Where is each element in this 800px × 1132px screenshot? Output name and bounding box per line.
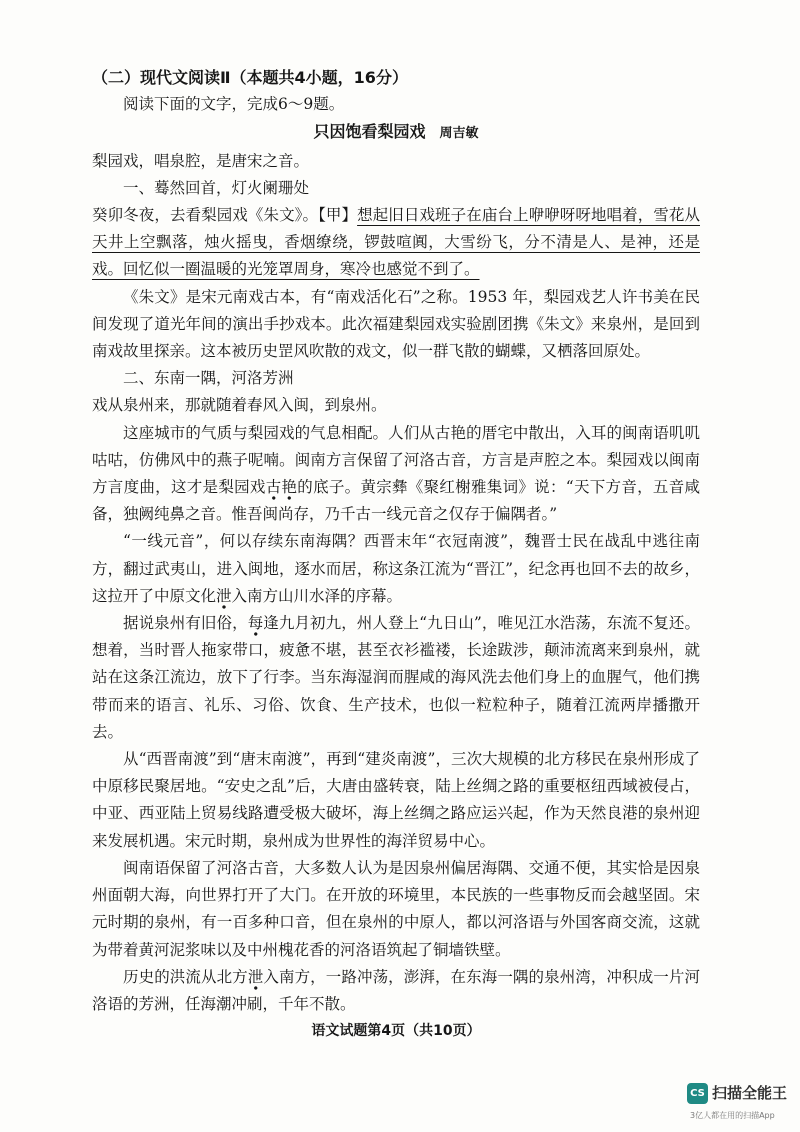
article-author: 周吉敏 (439, 126, 479, 142)
paragraph: 《朱文》是宋元南戏古本，有“南戏活化石”之称。1953 年，梨园戏艺人许书美在民间发现了道光年间的演出手抄戏本。此次福建梨园戏实验剧团携《朱文》来泉州，是回到南戏故里探亲。这本被历史罡风吹散的戏文，似一群飞散的蝴蝶，又栖落回原处。 (92, 287, 700, 361)
emphasized-word: 泄 (216, 587, 232, 610)
paragraph (92, 964, 700, 1018)
paragraph-text: 历史的洪流从北方 (123, 967, 248, 986)
section-title: （二）现代文阅读Ⅱ（本题共4小题，16分） (92, 68, 408, 87)
emphasized-word: 泄 (248, 968, 264, 991)
emphasized-word: 古艳 (266, 478, 298, 501)
paragraph-jia (92, 202, 700, 284)
section-heading-1: 一、蓦然回首，灯火阑珊处 (123, 178, 310, 197)
underlined-passage: 想起旧日戏班子在庙台上咿咿呀呀地唱着，雪花从天井上空飘落，烛火摇曳，香烟缭绕，锣鼓喧阗，大雪纷飞，分不清是人、是神，还是戏。回忆似一圈温暖的光笼罩周身，寒冷也感觉不到了。 (92, 206, 700, 279)
article-title: 只因饱看梨园戏 (313, 122, 426, 142)
paragraph-text: 逢九月初九，州人登上“九日山”，唯见江水浩荡，东流不复还。想着，当时晋人拖家带口，疲惫不堪，甚至衣衫褴褛，长途跋涉，颠沛流离来到泉州，就站在这条江流边，放下了行李。当东海湿润而腥咸的海风洗去他们身上的血腥气，他们携带而来的语言、礼乐、习俗、饮食、生产技术，也似一粒粒种子，随着江流两岸播撒开去。 (92, 614, 700, 741)
paragraph (92, 420, 700, 529)
exam-page (92, 64, 700, 1045)
camscanner-logo-icon (687, 1083, 708, 1104)
paragraph-text: 入南方山川水泽的序幕。 (231, 586, 403, 605)
paragraph-text: 入南方，一路冲荡，澎湃，在东海一隅的泉州湾，冲积成一片河洛语的芳洲，任海潮冲刷，千年不散。 (92, 967, 700, 1013)
section-heading-2: 二、东南一隅，河洛芳洲 (123, 369, 294, 388)
paragraph-text: 的底子。黄宗彝《聚红榭雅集词》说：“天下方音，五音咸备，独阙纯鼻之音。惟吾闽尚存，乃千古一线元音之仅存于偏隅者。” (92, 478, 700, 524)
paragraph-text: 据说泉州有旧俗， (123, 614, 248, 633)
paragraph (92, 610, 700, 746)
paragraph-lead: 癸卯冬夜，去看梨园戏《朱文》。【甲】 (92, 206, 358, 225)
logo-text: CS (690, 1088, 705, 1099)
paragraph-text: 这座城市的气质与梨园戏的气息相配。人们从古艳的厝宅中散出，入耳的闽南语叽叽咕咕，仿佛风中的燕子呢喃。闽南方言保留了河洛古音，方言是声腔之本。梨园戏以闽南方言度曲，这才是梨园戏 (92, 423, 700, 497)
paragraph: 闽南语保留了河洛古音，大多数人认为是因泉州偏居海隅、交通不便，其实恰是因泉州面朝大海，向世界打开了大门。在开放的环境里，本民族的一些事物反而会越坚固。宋元时期的泉州，有一百多种口音，但在泉州的中原人，都以河洛语与外国客商交流，这就为带着黄河泥浆味以及中州槐花香的河洛语筑起了铜墙铁壁。 (92, 858, 700, 959)
article-intro: 梨园戏，唱泉腔，是唐宋之音。 (92, 151, 310, 170)
watermark-tagline: 3亿人都在用的扫描App (690, 1111, 775, 1120)
reading-instruction: 阅读下面的文字，完成6～9题。 (123, 95, 345, 114)
paragraph-text: “一线元音”，何以存续东南海隅？西晋末年“衣冠南渡”，魏晋士民在战乱中逃往南方，翻过武夷山，进入闽地，逐水而居，称这条江流为“晋江”，纪念再也回不去的故乡，这拉开了中原文化 (92, 532, 700, 605)
page-footer: 语文试题第4页（共10页） (311, 1023, 481, 1040)
watermark-brand: 扫描全能王 (712, 1084, 788, 1102)
paragraph: 从“西晋南渡”到“唐末南渡”，再到“建炎南渡”，三次大规模的北方移民在泉州形成了中原移民聚居地。“安史之乱”后，大唐由盛转衰，陆上丝绸之路的重要枢纽西域被侵占，中亚、西亚陆上贸易线路遭受极大破坏，海上丝绸之路应运兴起，作为天然良港的泉州迎来发展机遇。宋元时期，泉州成为世界性的海洋贸易中心。 (92, 750, 700, 850)
paragraph: 戏从泉州来，那就随着春风入闽，到泉州。 (92, 396, 387, 415)
paragraph (92, 528, 700, 610)
emphasized-word: 每 (248, 614, 264, 637)
article-title-line (92, 118, 700, 147)
